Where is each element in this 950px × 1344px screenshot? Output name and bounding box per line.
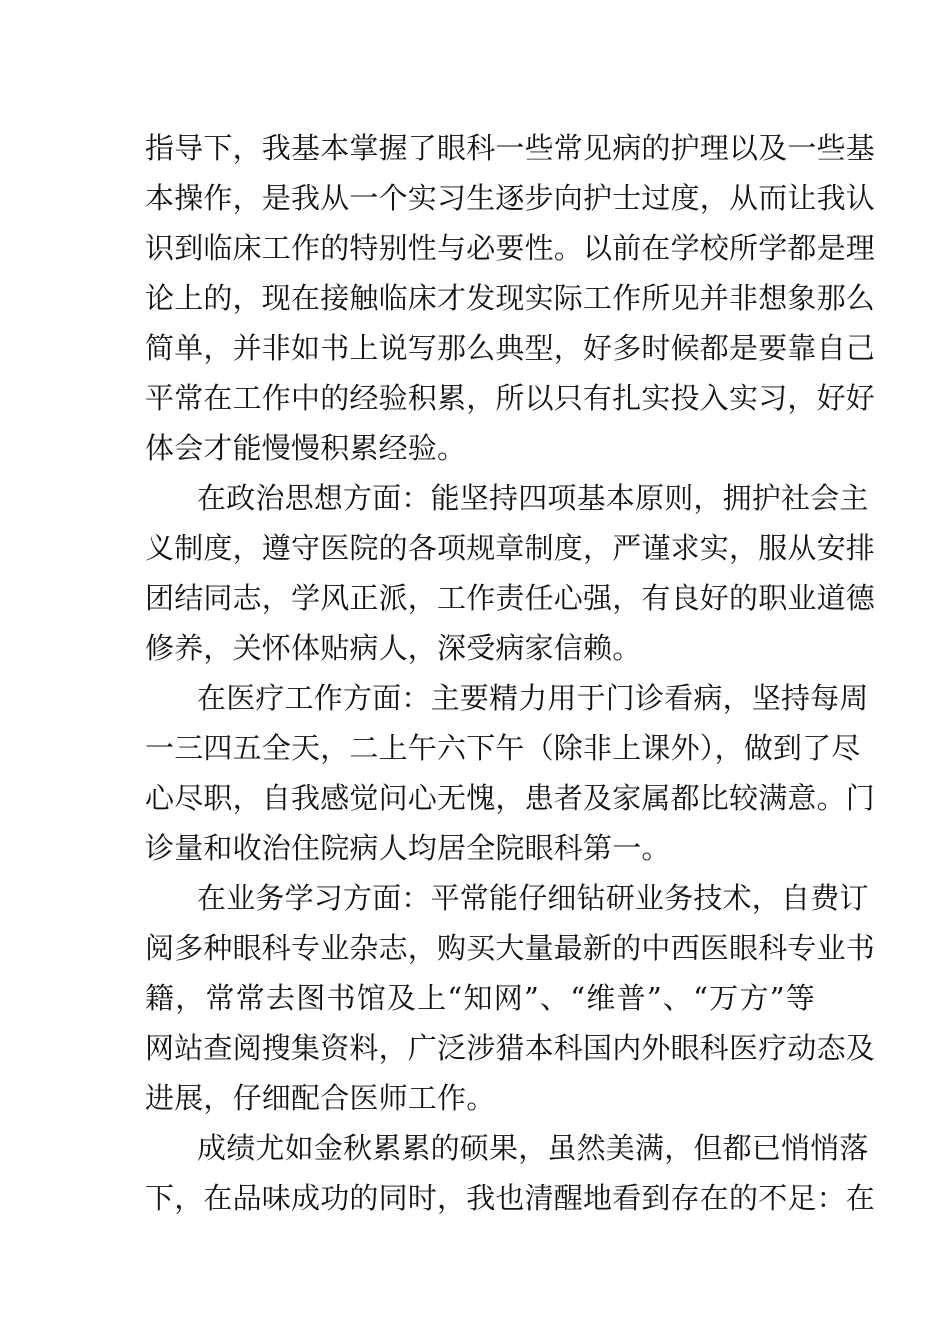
text-line: 论上的，现在接触临床才发现实际工作所见并非想象那么 <box>145 281 876 315</box>
text-line: 籍，常常去图书馆及上“知网”、“维普”、“万方”等 <box>145 981 815 1015</box>
paragraph-first-line: 在政治思想方面：能坚持四项基本原则，拥护社会主 <box>197 481 869 515</box>
paragraph-first-line: 在医疗工作方面：主要精力用于门诊看病，坚持每周 <box>197 681 869 715</box>
text-line: 阅多种眼科专业杂志，购买大量最新的中西医眼科专业书 <box>145 931 876 965</box>
text-line: 义制度，遵守医院的各项规章制度，严谨求实，服从安排 <box>145 531 876 565</box>
text-line: 平常在工作中的经验积累，所以只有扎实投入实习，好好 <box>145 381 876 415</box>
text-line: 识到临床工作的特别性与必要性。以前在学校所学都是理 <box>145 231 876 265</box>
text-line: 本操作，是我从一个实习生逐步向护士过度，从而让我认 <box>145 181 876 215</box>
text-line: 下，在品味成功的同时，我也清醒地看到存在的不足：在 <box>145 1181 876 1215</box>
text-line: 心尽职，自我感觉问心无愧，患者及家属都比较满意。门 <box>145 781 876 815</box>
paragraph-first-line: 在业务学习方面：平常能仔细钻研业务技术，自费订 <box>197 881 869 915</box>
text-line: 一三四五全天，二上午六下午（除非上课外），做到了尽 <box>145 731 861 765</box>
text-line: 体会才能慢慢积累经验。 <box>145 431 467 465</box>
text-line: 网站查阅搜集资料，广泛涉猎本科国内外眼科医疗动态及 <box>145 1031 876 1065</box>
paragraph-first-line: 成绩尤如金秋累累的硕果，虽然美满，但都已悄悄落 <box>197 1131 869 1165</box>
text-line: 简单，并非如书上说写那么典型，好多时候都是要靠自己 <box>145 331 876 365</box>
text-line: 诊量和收治住院病人均居全院眼科第一。 <box>145 831 671 865</box>
text-line: 修养，关怀体贴病人，深受病家信赖。 <box>145 631 642 665</box>
text-line: 团结同志，学风正派，工作责任心强，有良好的职业道德 <box>145 581 876 615</box>
text-line: 进展，仔细配合医师工作。 <box>145 1081 496 1115</box>
text-line: 指导下，我基本掌握了眼科一些常见病的护理以及一些基 <box>145 131 876 165</box>
